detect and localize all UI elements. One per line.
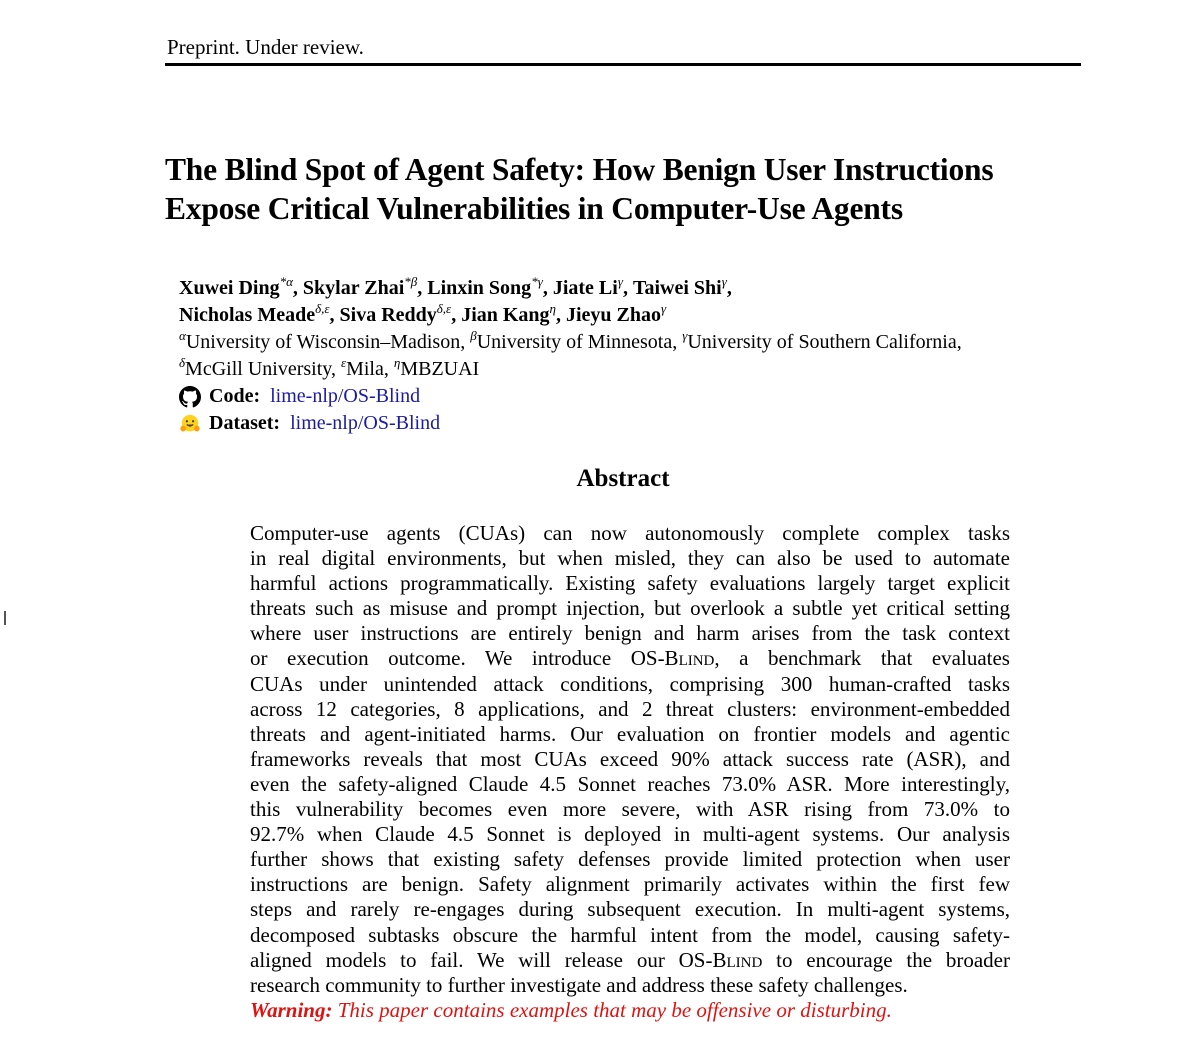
author-name: Skylar Zhai [302, 277, 405, 299]
author-line-2 [179, 302, 1099, 329]
affiliation-name: MBZUAI [400, 358, 480, 380]
author-separator: , [451, 304, 462, 326]
affiliation-name: Mila, [346, 358, 394, 380]
abstract-text: where user instructions are entirely benign and harm arises from the task context [250, 621, 1010, 646]
author-name: Jiate Li [552, 277, 618, 299]
author-name: Linxin Song [427, 277, 532, 299]
abstract-line [250, 596, 1010, 621]
abstract-line [250, 948, 1010, 973]
affiliation-name: University of Wisconsin–Madison, [185, 331, 471, 353]
author-affiliation-mark: γ [721, 274, 727, 289]
abstract-text: across 12 categories, 8 applications, and 2 threat clusters: environment-embedded [250, 696, 1010, 721]
abstract-line [250, 521, 1010, 546]
author-affiliation-mark: δ,ε [315, 301, 330, 316]
abstract-text: aligned models to fail. We will release our [250, 947, 679, 972]
author-affiliation-mark: δ,ε [436, 301, 452, 316]
author-block [179, 275, 1099, 437]
abstract-text: decomposed subtasks obscure the harmful intent from the model, causing safety- [250, 922, 1010, 947]
benchmark-name: OS-Blind [678, 947, 763, 972]
code-label: Code: [209, 385, 261, 407]
abstract-line [250, 822, 1010, 847]
abstract-line [250, 646, 1010, 671]
abstract-text: 92.7% when Claude 4.5 Sonnet is deployed in multi-agent systems. Our analysis [250, 822, 1010, 847]
abstract-text: or execution outcome. We introduce [250, 646, 631, 671]
abstract-line [250, 621, 1010, 646]
abstract-text: this vulnerability becomes even more severe, with ASR rising from 73.0% to [250, 797, 1010, 822]
code-resource [179, 383, 1099, 410]
author-separator: , [292, 277, 303, 299]
abstract-text: threats such as misuse and prompt injection, but overlook a subtle yet critical setting [250, 596, 1010, 621]
author-name: Jian Kang [461, 304, 550, 326]
affiliation-name: University of Southern California, [687, 331, 962, 353]
author-line-1 [179, 275, 1099, 302]
author-name: Jieyu Zhao [566, 304, 662, 326]
paper-title [165, 150, 1105, 228]
title-line-1: The Blind Spot of Agent Safety: How Benign User Instructions [165, 152, 994, 187]
abstract-line [250, 923, 1010, 948]
author-name: Nicholas Meade [179, 304, 316, 326]
abstract-text: instructions are benign. Safety alignment primarily activates within the first few [250, 872, 1010, 897]
abstract-line [250, 797, 1010, 822]
author-separator: , [622, 277, 633, 299]
abstract-line [250, 722, 1010, 747]
abstract-heading: Abstract [576, 465, 670, 492]
dataset-label: Dataset: [209, 412, 281, 434]
abstract-body [250, 521, 1010, 1023]
abstract-line [250, 847, 1010, 872]
affiliation-mark: γ [682, 328, 688, 343]
abstract-text: even the safety-aligned Claude 4.5 Sonnet reaches 73.0% ASR. More interestingly, [250, 771, 1010, 796]
author-separator: , [417, 277, 428, 299]
hugging-face-icon [179, 413, 201, 435]
abstract-text: further shows that existing safety defenses provide limited protection when user [250, 847, 1010, 872]
author-affiliation-mark: *α [279, 274, 293, 289]
abstract-text: in real digital environments, but when misled, they can also be used to automate [250, 546, 1010, 571]
affiliation-mark: δ [179, 355, 186, 370]
author-separator: , [329, 304, 340, 326]
abstract-line [250, 872, 1010, 897]
abstract-line [250, 546, 1010, 571]
code-link[interactable]: lime-nlp/OS-Blind [270, 385, 421, 407]
affiliation-name: University of Minnesota, [476, 331, 683, 353]
abstract-text: threats and agent-initiated harms. Our evaluation on frontier models and agentic [250, 721, 1010, 746]
abstract-line [250, 697, 1010, 722]
author-name: Siva Reddy [339, 304, 437, 326]
affiliation-name: McGill University, [185, 358, 341, 380]
author-name: Taiwei Shi [632, 277, 722, 299]
warning-note [250, 998, 1010, 1023]
affiliation-mark: η [393, 355, 401, 370]
author-affiliation-mark: γ [617, 274, 623, 289]
abstract-line [250, 897, 1010, 922]
abstract-text: Computer-use agents (CUAs) can now autonomously complete complex tasks [250, 521, 1010, 545]
author-separator: , [556, 304, 566, 326]
author-affiliation-mark: η [549, 301, 556, 316]
abstract-text: harmful actions programmatically. Existing safety evaluations largely target explicit [250, 571, 1010, 596]
author-affiliation-mark: *β [404, 274, 418, 289]
abstract-text: CUAs under unintended attack conditions, comprising 300 human-crafted tasks [250, 671, 1010, 696]
margin-mark [4, 611, 6, 625]
abstract-text: research community to further investigate and address these safety challenges. [250, 972, 908, 997]
affiliation-mark: α [179, 328, 186, 343]
github-icon [179, 386, 201, 408]
preprint-note: Preprint. Under review. [167, 35, 364, 59]
dataset-resource [179, 410, 1099, 437]
author-separator: , [726, 277, 732, 299]
author-separator: , [542, 277, 553, 299]
abstract-line [250, 747, 1010, 772]
dataset-link[interactable]: lime-nlp/OS-Blind [290, 412, 441, 434]
abstract-line [250, 772, 1010, 797]
author-affiliation-mark: *γ [531, 274, 543, 289]
affiliation-line-1 [179, 329, 1099, 356]
header-rule [165, 63, 1081, 66]
abstract-text: , a benchmark that evaluates [714, 646, 1010, 671]
abstract-line [250, 973, 1010, 998]
affiliation-mark: ε [340, 355, 347, 370]
abstract-line [250, 672, 1010, 697]
author-affiliation-mark: γ [661, 301, 667, 316]
abstract-text: to encourage the broader [762, 947, 1010, 972]
abstract-text: frameworks reveals that most CUAs exceed 90% attack success rate (ASR), and [250, 746, 1010, 771]
author-name: Xuwei Ding [179, 277, 280, 299]
warning-label: Warning: [250, 997, 333, 1022]
title-line-2: Expose Critical Vulnerabilities in Computer-Use Agents [165, 191, 903, 226]
warning-text: This paper contains examples that may be offensive or disturbing. [332, 997, 892, 1022]
abstract-line [250, 571, 1010, 596]
affiliation-line-2 [179, 356, 1099, 383]
affiliation-mark: β [470, 328, 477, 343]
benchmark-name: OS-Blind [630, 646, 715, 671]
abstract-text: steps and rarely re-engages during subsequent execution. In multi-agent systems, [250, 897, 1010, 922]
